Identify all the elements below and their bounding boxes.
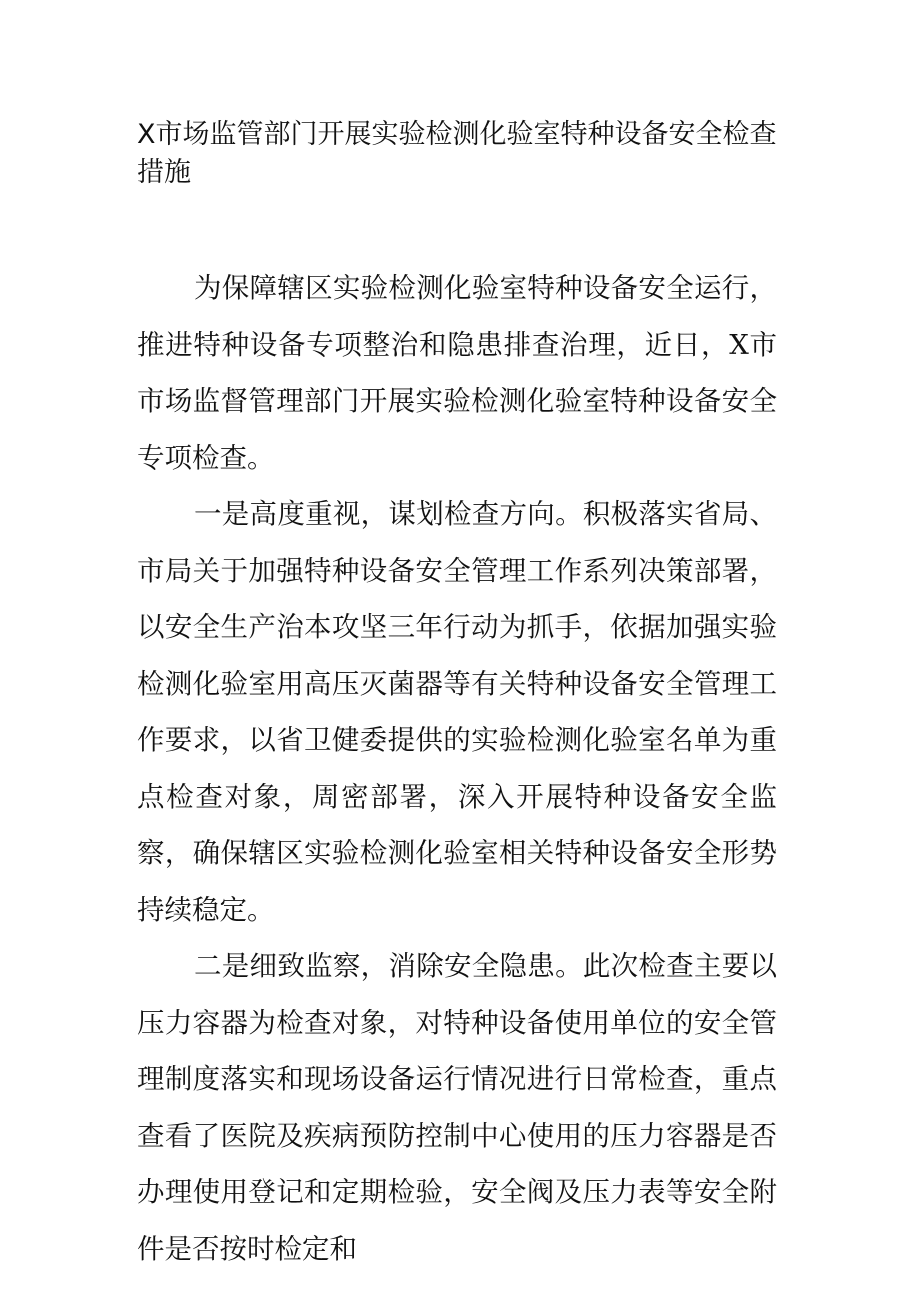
paragraph-point-two: 二是细致监察，消除安全隐患。此次检查主要以压力容器为检查对象，对特种设备使用单位的安全管理制度落实和现场设备运行情况进行日常检查，重点查看了医院及疾病预防控制中心使用的压力容器是否办理使用登记和定期检验，安全阀及压力表等安全附件是否按时检定和 — [137, 950, 777, 1265]
document-title: X市场监管部门开展实验检测化验室特种设备安全检查措施 — [137, 119, 777, 188]
paragraph-point-one: 一是高度重视，谋划检查方向。积极落实省局、市局关于加强特种设备安全管理工作系列决策部署，以安全生产治本攻坚三年行动为抓手，依据加强实验检测化验室用高压灭菌器等有关特种设备安全管理工作要求，以省卫健委提供的实验检测化验室名单为重点检查对象，周密部署，深入开展特种设备安全监察，确保辖区实验检测化验室相关特种设备安全形势持续稳定。 — [137, 498, 777, 926]
paragraph-intro: 为保障辖区实验检测化验室特种设备安全运行，推进特种设备专项整治和隐患排查治理，近日，X市市场监督管理部门开展实验检测化验室特种设备安全专项检查。 — [137, 272, 777, 474]
document-body — [137, 260, 777, 1277]
